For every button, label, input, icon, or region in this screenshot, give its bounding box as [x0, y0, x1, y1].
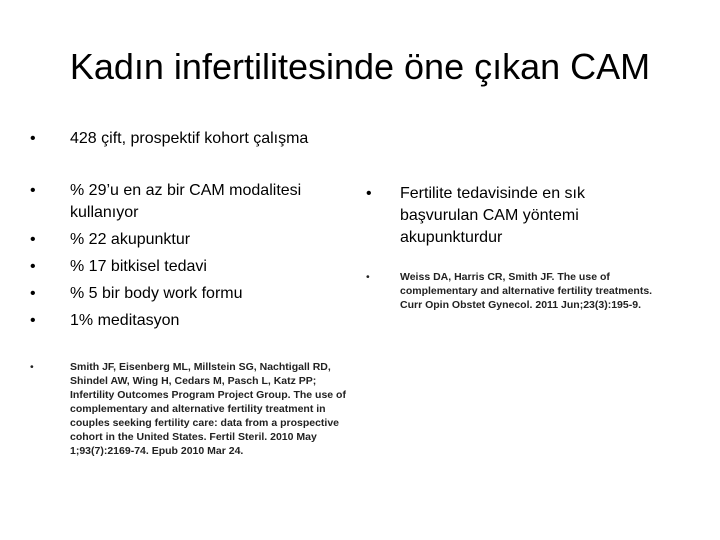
- list-item-text: % 17 bitkisel tedavi: [70, 258, 207, 275]
- list-item: [30, 256, 358, 278]
- bullet-marker: •: [30, 130, 36, 147]
- bullet-marker: •: [366, 185, 372, 202]
- bullet-marker: •: [30, 231, 36, 248]
- top-bullet-text: 428 çift, prospektif kohort çalışma: [70, 130, 309, 147]
- bullet-marker: •: [30, 285, 36, 302]
- list-item-text: % 22 akupunktur: [70, 231, 191, 248]
- list-item: [30, 180, 358, 224]
- bullet-marker: •: [30, 361, 34, 373]
- list-item-text: 1% meditasyon: [70, 312, 180, 329]
- bullet-marker: •: [30, 312, 36, 329]
- right-reference: [366, 270, 666, 312]
- list-item-text: % 29’u en az bir CAM modalitesi kullanıyor: [70, 182, 302, 221]
- slide-title: Kadın infertilitesinde öne çıkan CAM: [69, 46, 651, 87]
- left-bullet-list: [30, 180, 358, 332]
- list-item: [30, 283, 358, 305]
- right-bullet-text: Fertilite tedavisinde en sık başvurulan CAM yöntemi akupunkturdur: [400, 185, 585, 246]
- bullet-marker: •: [366, 271, 370, 283]
- top-bullet: [30, 128, 450, 150]
- bullet-marker: •: [30, 258, 36, 275]
- right-reference-text: Weiss DA, Harris CR, Smith JF. The use of complementary and alternative fertility treatments. Curr Opin Obstet Gynecol. 2011 Jun;23(3):195-9.: [400, 271, 653, 311]
- bullet-marker: •: [30, 182, 36, 199]
- list-item: [30, 310, 358, 332]
- right-bullet: [366, 183, 656, 249]
- list-item: [30, 229, 358, 251]
- left-reference-text: Smith JF, Eisenberg ML, Millstein SG, Nachtigall RD, Shindel AW, Wing H, Cedars M, Pasch L, Katz PP; Infertility Outcomes Program Project Group. The use of complementary and alternative fertility treatment in couples seeking fertility care: data from a prospective cohort in the United States. Fertil Steril. 2010 May 1;93(7):2169-74. Epub 2010 Mar 24.: [70, 361, 346, 457]
- list-item-text: % 5 bir body work formu: [70, 285, 243, 302]
- left-reference: [30, 360, 355, 458]
